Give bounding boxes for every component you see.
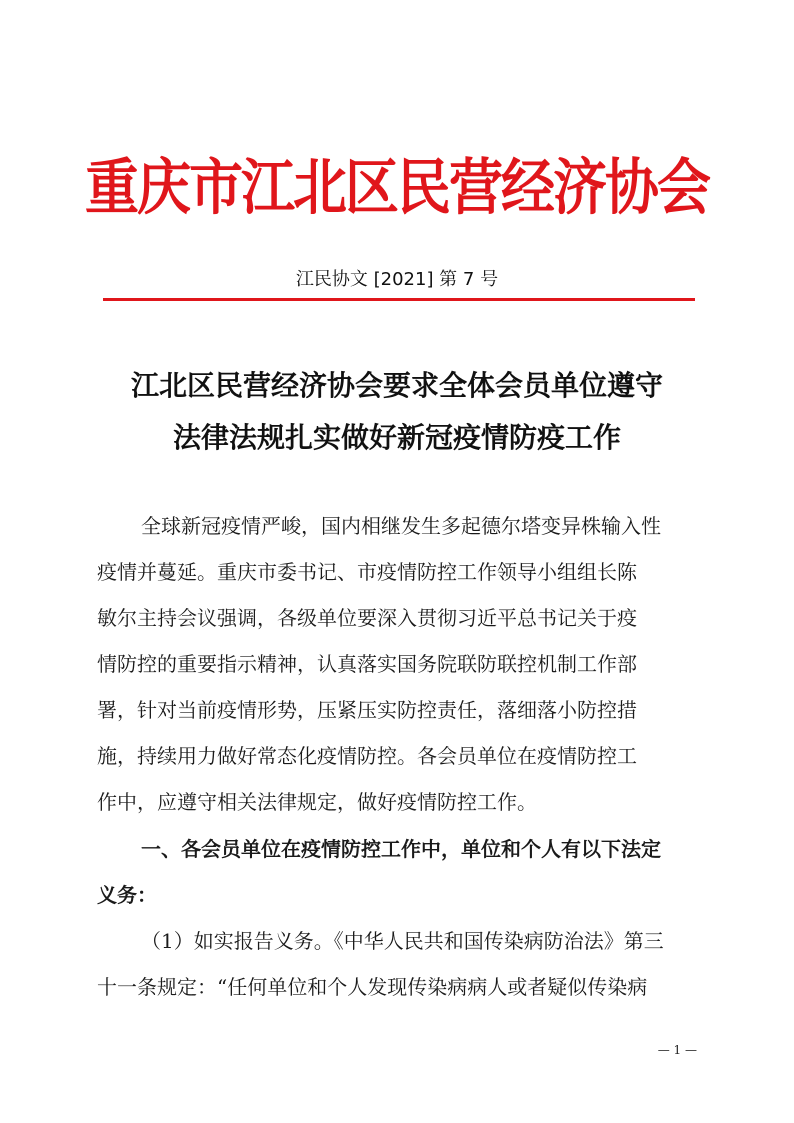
- document-title-line-2: 法律法规扎实做好新冠疫情防疫工作: [172, 421, 621, 454]
- body-paragraph-line: 署，针对当前疫情形势，压紧压实防控责任，落细落小防控措: [97, 698, 637, 722]
- body-paragraph-line: 作中，应遵守相关法律规定，做好疫情防控工作。: [97, 790, 537, 814]
- document-title-line-1: 江北区民营经济协会要求全体会员单位遵守: [130, 369, 663, 402]
- section-heading-line: 一、各会员单位在疫情防控工作中，单位和个人有以下法定: [141, 837, 661, 861]
- body-paragraph-line: 疫情并蔓延。重庆市委书记、市疫情防控工作领导小组组长陈: [97, 560, 637, 584]
- body-paragraph-line: 十一条规定：“任何单位和个人发现传染病病人或者疑似传染病: [97, 975, 648, 999]
- document-number: 江民协文 [2021] 第 7 号: [295, 269, 499, 290]
- section-heading-line: 义务：: [97, 883, 157, 907]
- page-number: — 1 —: [657, 1043, 697, 1057]
- body-paragraph-line: （1）如实报告义务。《中华人民共和国传染病防治法》第三: [141, 929, 664, 953]
- body-paragraph-line: 施，持续用力做好常态化疫情防控。各会员单位在疫情防控工: [97, 744, 637, 768]
- body-paragraph-line: 全球新冠疫情严峻，国内相继发生多起德尔塔变异株输入性: [141, 514, 661, 538]
- body-paragraph-line: 情防控的重要指示精神，认真落实国务院联防联控机制工作部: [97, 652, 637, 676]
- red-divider-rule: [103, 298, 695, 301]
- masthead-organization-name: 重庆市江北区民营经济协会: [85, 152, 709, 223]
- body-paragraph-line: 敏尔主持会议强调，各级单位要深入贯彻习近平总书记关于疫: [97, 606, 637, 630]
